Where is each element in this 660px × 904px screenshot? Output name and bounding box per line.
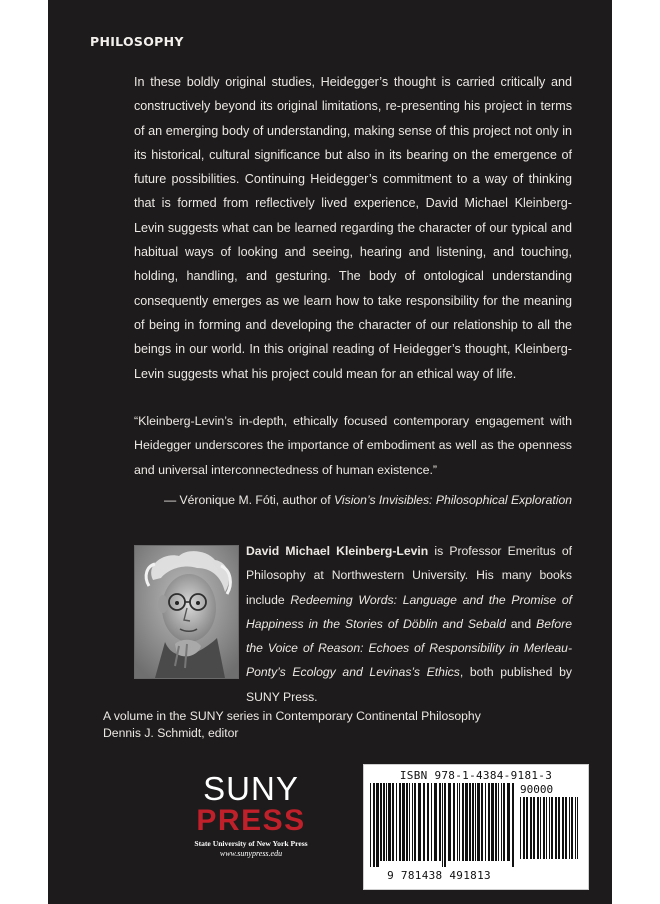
attribution-title: Vision’s Invisibles: Philosophical Exploration bbox=[333, 493, 572, 507]
publisher-name: State University of New York Press bbox=[194, 839, 308, 848]
series-name: A volume in the SUNY series in Contemporary Continental Philosophy bbox=[103, 709, 481, 723]
barcode-bar bbox=[465, 783, 468, 861]
barcode-bar bbox=[427, 783, 429, 861]
barcode-bar bbox=[475, 783, 476, 861]
barcode-bar bbox=[501, 783, 502, 861]
barcode-bar bbox=[491, 783, 494, 861]
barcode-bar bbox=[434, 783, 437, 861]
barcode-bar bbox=[444, 783, 446, 867]
barcode-bar bbox=[530, 797, 532, 859]
barcode-bar bbox=[431, 783, 432, 861]
ean-barcode-bars bbox=[370, 783, 516, 867]
barcode-bar bbox=[418, 783, 421, 861]
price-code: 90000 bbox=[520, 783, 554, 796]
barcode-bar bbox=[549, 797, 550, 859]
isbn-text: ISBN 978-1-4384-9181-3 bbox=[399, 769, 553, 782]
barcode-bar bbox=[577, 797, 578, 859]
barcode-bar bbox=[457, 783, 458, 861]
category-label: PHILOSOPHY bbox=[90, 34, 184, 49]
barcode-bar bbox=[409, 783, 410, 861]
book-title-2: Before the Voice of Reason: Echoes of Responsibility in Merleau-Ponty’s Ecology and Levinas’s Ethics bbox=[246, 616, 572, 680]
publisher-url: www.sunypress.edu bbox=[219, 849, 283, 858]
barcode-bar bbox=[495, 783, 497, 861]
author-bio bbox=[246, 539, 572, 709]
bio-text-1: is Professor Emeritus of Philosophy at Northwestern University. His many books include bbox=[246, 544, 573, 607]
barcode-bar bbox=[512, 783, 514, 867]
book-back-cover bbox=[48, 0, 612, 904]
barcode-bar bbox=[533, 797, 535, 859]
barcode-bar bbox=[399, 783, 401, 861]
barcode-bar bbox=[540, 797, 541, 859]
barcode-bar bbox=[469, 783, 471, 861]
barcode-bar bbox=[442, 783, 443, 867]
barcode-bar bbox=[569, 797, 570, 859]
addon-barcode-bars bbox=[520, 797, 582, 865]
barcode-bar bbox=[555, 797, 557, 859]
barcode-bar bbox=[520, 797, 521, 859]
attribution-prefix: — Véronique M. Fóti, author of bbox=[163, 493, 334, 507]
barcode-bar bbox=[370, 783, 371, 867]
barcode-bar bbox=[472, 783, 474, 861]
barcode-bar bbox=[388, 783, 391, 861]
author-photo bbox=[134, 545, 239, 679]
barcode-bar bbox=[537, 797, 539, 859]
barcode-bar bbox=[423, 783, 425, 861]
barcode-bar bbox=[571, 797, 573, 859]
endorsement-quote: “Kleinberg-Levin’s in-depth, ethically focused contemporary engagement with Heidegger underscores the importance of embodiment as well as the openness and universal interconnectedness of human existence.” bbox=[134, 414, 572, 477]
barcode-bar bbox=[543, 797, 545, 859]
barcode-bar bbox=[503, 783, 505, 861]
barcode-bar bbox=[406, 783, 408, 861]
barcode-bar bbox=[380, 783, 382, 861]
barcode-bar bbox=[477, 783, 480, 861]
barcode-bar bbox=[396, 783, 397, 861]
bio-text-2: and bbox=[505, 616, 537, 631]
suny-press-logo bbox=[166, 772, 336, 859]
barcode-bar bbox=[386, 783, 387, 861]
barcode-bar bbox=[412, 783, 413, 861]
barcode-bar bbox=[488, 783, 490, 861]
book-title-1: Redeeming Words: Language and the Promise of Happiness in the Stories of Döblin and Sebald bbox=[246, 592, 573, 631]
barcode-bar bbox=[439, 783, 441, 861]
barcode-bar bbox=[376, 783, 379, 867]
barcode-bar bbox=[392, 783, 394, 861]
author-portrait-image bbox=[135, 546, 238, 678]
barcode-bar bbox=[575, 797, 576, 859]
barcode-bar bbox=[448, 783, 451, 861]
series-editor: Dennis J. Schmidt, editor bbox=[103, 725, 239, 740]
barcode-bar bbox=[402, 783, 405, 861]
barcode-bar bbox=[551, 797, 553, 859]
barcode-bar bbox=[523, 797, 525, 859]
logo-press-text: PRESS bbox=[196, 804, 306, 837]
logo-suny-text: SUNY bbox=[203, 770, 299, 807]
barcode-bar bbox=[462, 783, 464, 861]
barcode-bar bbox=[526, 797, 528, 859]
barcode-bar bbox=[414, 783, 416, 861]
barcode-bar bbox=[459, 783, 460, 861]
barcode-bar bbox=[546, 797, 547, 859]
barcode-bar bbox=[562, 797, 564, 859]
barcode-bar bbox=[507, 783, 510, 861]
barcode-bar bbox=[485, 783, 486, 861]
bio-text-3: , both published by SUNY Press. bbox=[246, 665, 572, 704]
isbn-barcode bbox=[363, 764, 589, 890]
barcode-bar bbox=[498, 783, 499, 861]
author-name: David Michael Kleinberg-Levin bbox=[246, 544, 429, 558]
barcode-bar bbox=[481, 783, 483, 861]
barcode-bar bbox=[558, 797, 560, 859]
ean-digits: 9 781438 491813 bbox=[387, 869, 491, 882]
series-info bbox=[103, 708, 583, 741]
barcode-bar bbox=[373, 783, 375, 867]
barcode-bar bbox=[565, 797, 567, 859]
barcode-bar bbox=[453, 783, 455, 861]
description-blurb: In these boldly original studies, Heidegger’s thought is carried critically and constructively beyond its original limitations, re-presenting his project in terms of an emerging body of understanding, making sense of this project not only in its historical, cultural significance but also in its bearing on the emergence of future possibilities. Continuing Heidegger’s commitment to a way of thinking that is formed from reflectively lived experience, David Michael Kleinberg-Levin suggests what can be learned regarding the character of our typical and habitual ways of looking and seeing, hearing and listening, and touching, holding, handling, and gesturing. The body of ontological understanding consequently emerges as we learn how to take responsibility for the meaning of being in forming and developing the character of our relationship to all the beings in our world. In this original reading of Heidegger’s thought, Kleinberg-Levin suggests what his project could mean for an ethical way of life. bbox=[134, 75, 572, 381]
barcode-bar bbox=[383, 783, 385, 861]
endorsement-attribution bbox=[134, 488, 572, 512]
